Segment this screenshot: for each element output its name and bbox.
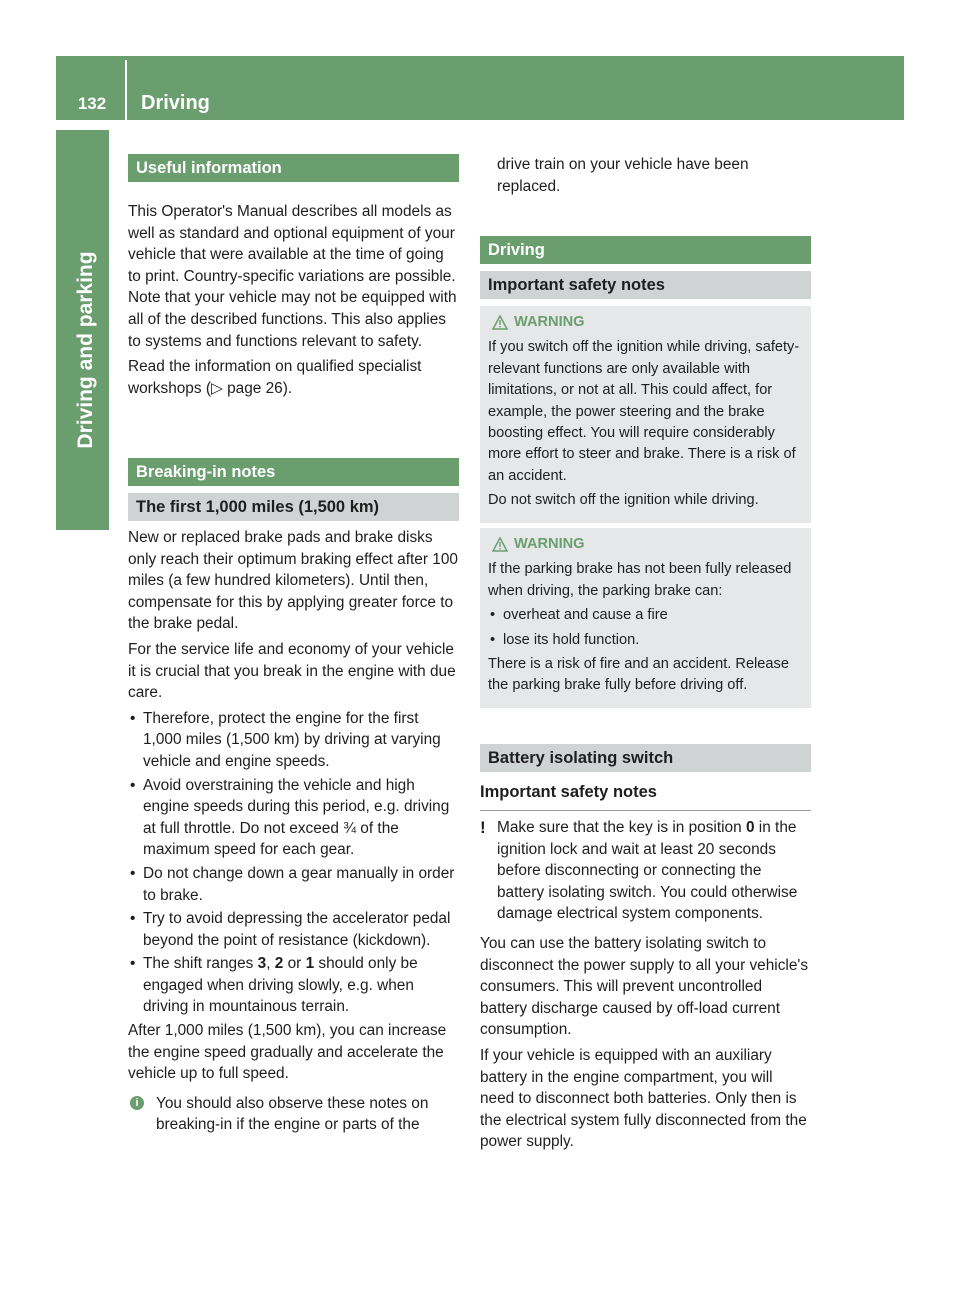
warning-heading: WARNING [484, 534, 803, 555]
page-reference-link[interactable]: ▷ page 26 [210, 379, 283, 397]
chapter-side-tab-label: Driving and parking [74, 251, 97, 449]
info-icon: i [130, 1096, 144, 1110]
warning-box [480, 306, 811, 523]
breaking-in-body [128, 527, 459, 1136]
warning-instruction: Do not switch off the ignition while driving. [488, 492, 759, 509]
subsection-heading-first-miles: The first 1,000 miles (1,500 km) [128, 493, 459, 521]
notice-material-damage: ! Make sure that the key is in position 0 in the ignition lock and wait at least 20 seconds before disconnecting or connecting the battery isolating switch. You could otherwise damage electrical system components. [480, 818, 798, 923]
header-divider [125, 60, 127, 120]
section-heading-useful-information: Useful information [128, 154, 459, 182]
list-item: • Try to avoid depressing the accelerator pedal beyond the point of resistance (kickdown). [130, 910, 451, 949]
useful-information-paragraph: This Operator's Manual describes all models as well as standard and optional equipment of your vehicle that were available at the time of going to print. Country-specific variations are possible. Note that your vehicle may not be equipped with all of the described functions. This also applies to systems and functions relevant to safety. [128, 203, 457, 350]
after-breaking-in-paragraph: After 1,000 miles (1,500 km), you can increase the engine speed gradually and accelerate the vehicle up to full speed. [128, 1022, 447, 1083]
list-item: • lose its hold function. [490, 631, 640, 648]
battery-body [480, 817, 811, 1157]
page-number: 132 [77, 94, 107, 113]
warning-text: If you switch off the ignition while driving, safety-relevant functions are only available with limitations, or not at all. This could affect, for example, the power steering and the brake boosting effect. You will require considerably more effort to steer and brake. There is a risk of an accident. [488, 339, 800, 484]
brake-pads-paragraph: New or replaced brake pads and brake disks only reach their optimum braking effect after 100 miles (a few hundred kilometers). Until then, compensate for this by applying greater force to the brake pedal. [128, 529, 458, 633]
warning-text: If the parking brake has not been fully released when driving, the parking brake can: [488, 561, 792, 599]
warning-instruction: There is a risk of fire and an accident. Release the parking brake fully before driving off. [488, 656, 789, 694]
warning-triangle-icon [492, 537, 508, 552]
page-title: Driving [141, 92, 210, 114]
warning-box [480, 528, 811, 708]
subsection-heading-safety-notes: Important safety notes [480, 271, 811, 299]
info-note: i You should also observe these notes on breaking-in if the engine or parts of the [128, 1093, 459, 1136]
list-item: • Avoid overstraining the vehicle and high engine speeds during this period, e.g. driving at full throttle. Do not exceed ¾ of the maximum speed for each gear. [130, 776, 450, 859]
list-item: • The shift ranges 3, 2 or 1 should only be engaged when driving slowly, e.g. when driving in mountainous terrain. [130, 955, 418, 1016]
list-item: • overheat and cause a fire [490, 607, 668, 624]
section-heading-driving: Driving [480, 236, 811, 264]
section-heading-breaking-in: Breaking-in notes [128, 458, 459, 486]
warning-triangle-icon [492, 315, 508, 330]
subsection-heading-battery-switch: Battery isolating switch [480, 744, 811, 772]
info-note-continued: drive train on your vehicle have been replaced. [497, 156, 749, 195]
list-item: • Do not change down a gear manually in order to brake. [130, 864, 455, 904]
warning-heading: WARNING [484, 312, 803, 333]
service-life-paragraph: For the service life and economy of your vehicle it is crucial that you break in the engine with due care. [128, 640, 456, 702]
battery-switch-paragraph: You can use the battery isolating switch to disconnect the power supply to all your vehicle's consumers. This will prevent uncontrolled battery discharge caused by off-load current consumption. [480, 934, 809, 1039]
list-item: • Therefore, protect the engine for the first 1,000 miles (1,500 km) by driving at varying vehicle and engine speeds. [130, 709, 441, 770]
auxiliary-battery-paragraph: If your vehicle is equipped with an auxiliary battery in the engine compartment, you will need to disconnect both batteries. Only then is the electrical system fully disconnected from the power supply. [480, 1046, 807, 1151]
workshops-paragraph: Read the information on qualified specialist workshops (▷ page 26). [128, 358, 422, 397]
battery-safety-notes-heading: Important safety notes [480, 782, 811, 811]
exclamation-icon: ! [480, 818, 486, 837]
useful-information-body [128, 201, 459, 403]
